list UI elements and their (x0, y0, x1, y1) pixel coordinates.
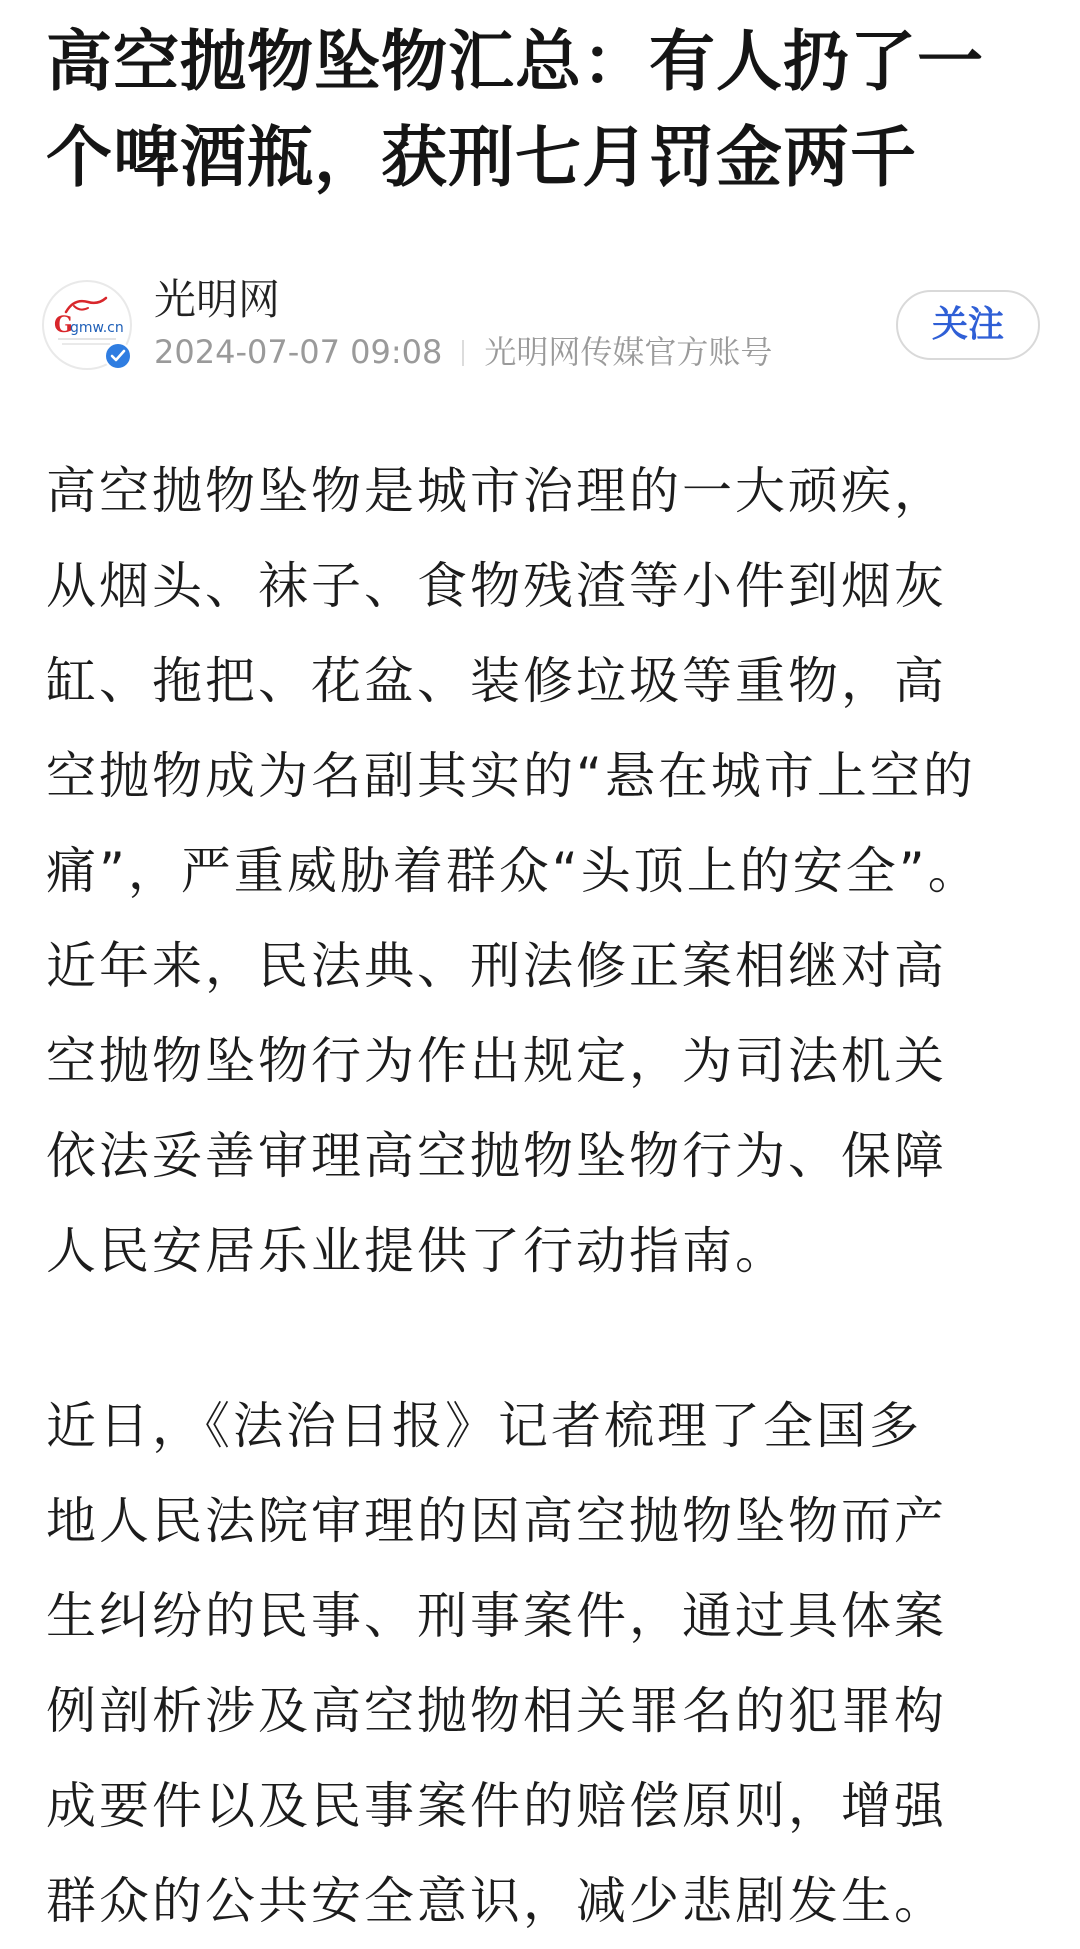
paragraph-line: 地人民法院审理的因高空抛物坠物而产 (46, 1492, 947, 1550)
author-avatar[interactable] (42, 280, 132, 370)
meta-divider (462, 340, 464, 366)
author-meta (154, 332, 772, 372)
svg-text:gmw.cn: gmw.cn (70, 320, 124, 336)
paragraph-line: 高空抛物坠物是城市治理的一大顽疾， (46, 462, 947, 520)
verified-badge-icon (104, 342, 132, 370)
paragraph-line: 从烟头、袜子、食物残渣等小件到烟灰 (46, 557, 947, 615)
follow-button[interactable]: 关注 (896, 290, 1040, 360)
body-paragraph (46, 1379, 1046, 1949)
body-paragraph (46, 444, 1046, 1299)
paragraph-line: 依法妥善审理高空抛物坠物行为、保障 (46, 1127, 947, 1185)
paragraph-line: 成要件以及民事案件的赔偿原则，增强 (46, 1777, 947, 1835)
paragraph-line: 近年来，民法典、刑法修正案相继对高 (46, 937, 947, 995)
paragraph-line: 空抛物成为名副其实的“悬在城市上空的 (46, 747, 976, 805)
author-name[interactable]: 光明网 (154, 275, 281, 324)
paragraph-line: 人民安居乐业提供了行动指南。 (46, 1222, 788, 1280)
paragraph-line: 缸、拖把、花盆、装修垃圾等重物，高 (46, 652, 947, 710)
paragraph-line: 生纠纷的民事、刑事案件，通过具体案 (46, 1587, 947, 1645)
title-line: 个啤酒瓶，获刑七月罚金两千 (46, 119, 917, 196)
paragraph-line: 近日，《法治日报》记者梳理了全国多 (46, 1397, 922, 1455)
paragraph-line: 群众的公共安全意识，减少悲剧发生。 (46, 1872, 947, 1930)
paragraph-line: 痛”，严重威胁着群众“头顶上的安全”。 (46, 842, 981, 900)
title-line: 高空抛物坠物汇总：有人扔了一 (46, 23, 984, 100)
paragraph-line: 例剖析涉及高空抛物相关罪名的犯罪构 (46, 1682, 947, 1740)
article-body (46, 444, 1046, 1949)
article-title (46, 14, 1046, 206)
publish-date: 2024-07-07 09:08 (154, 333, 443, 371)
author-row (42, 276, 1042, 376)
account-type: 光明网传媒官方账号 (484, 333, 773, 371)
svg-text:G: G (54, 312, 73, 338)
paragraph-line: 空抛物坠物行为作出规定，为司法机关 (46, 1032, 947, 1090)
